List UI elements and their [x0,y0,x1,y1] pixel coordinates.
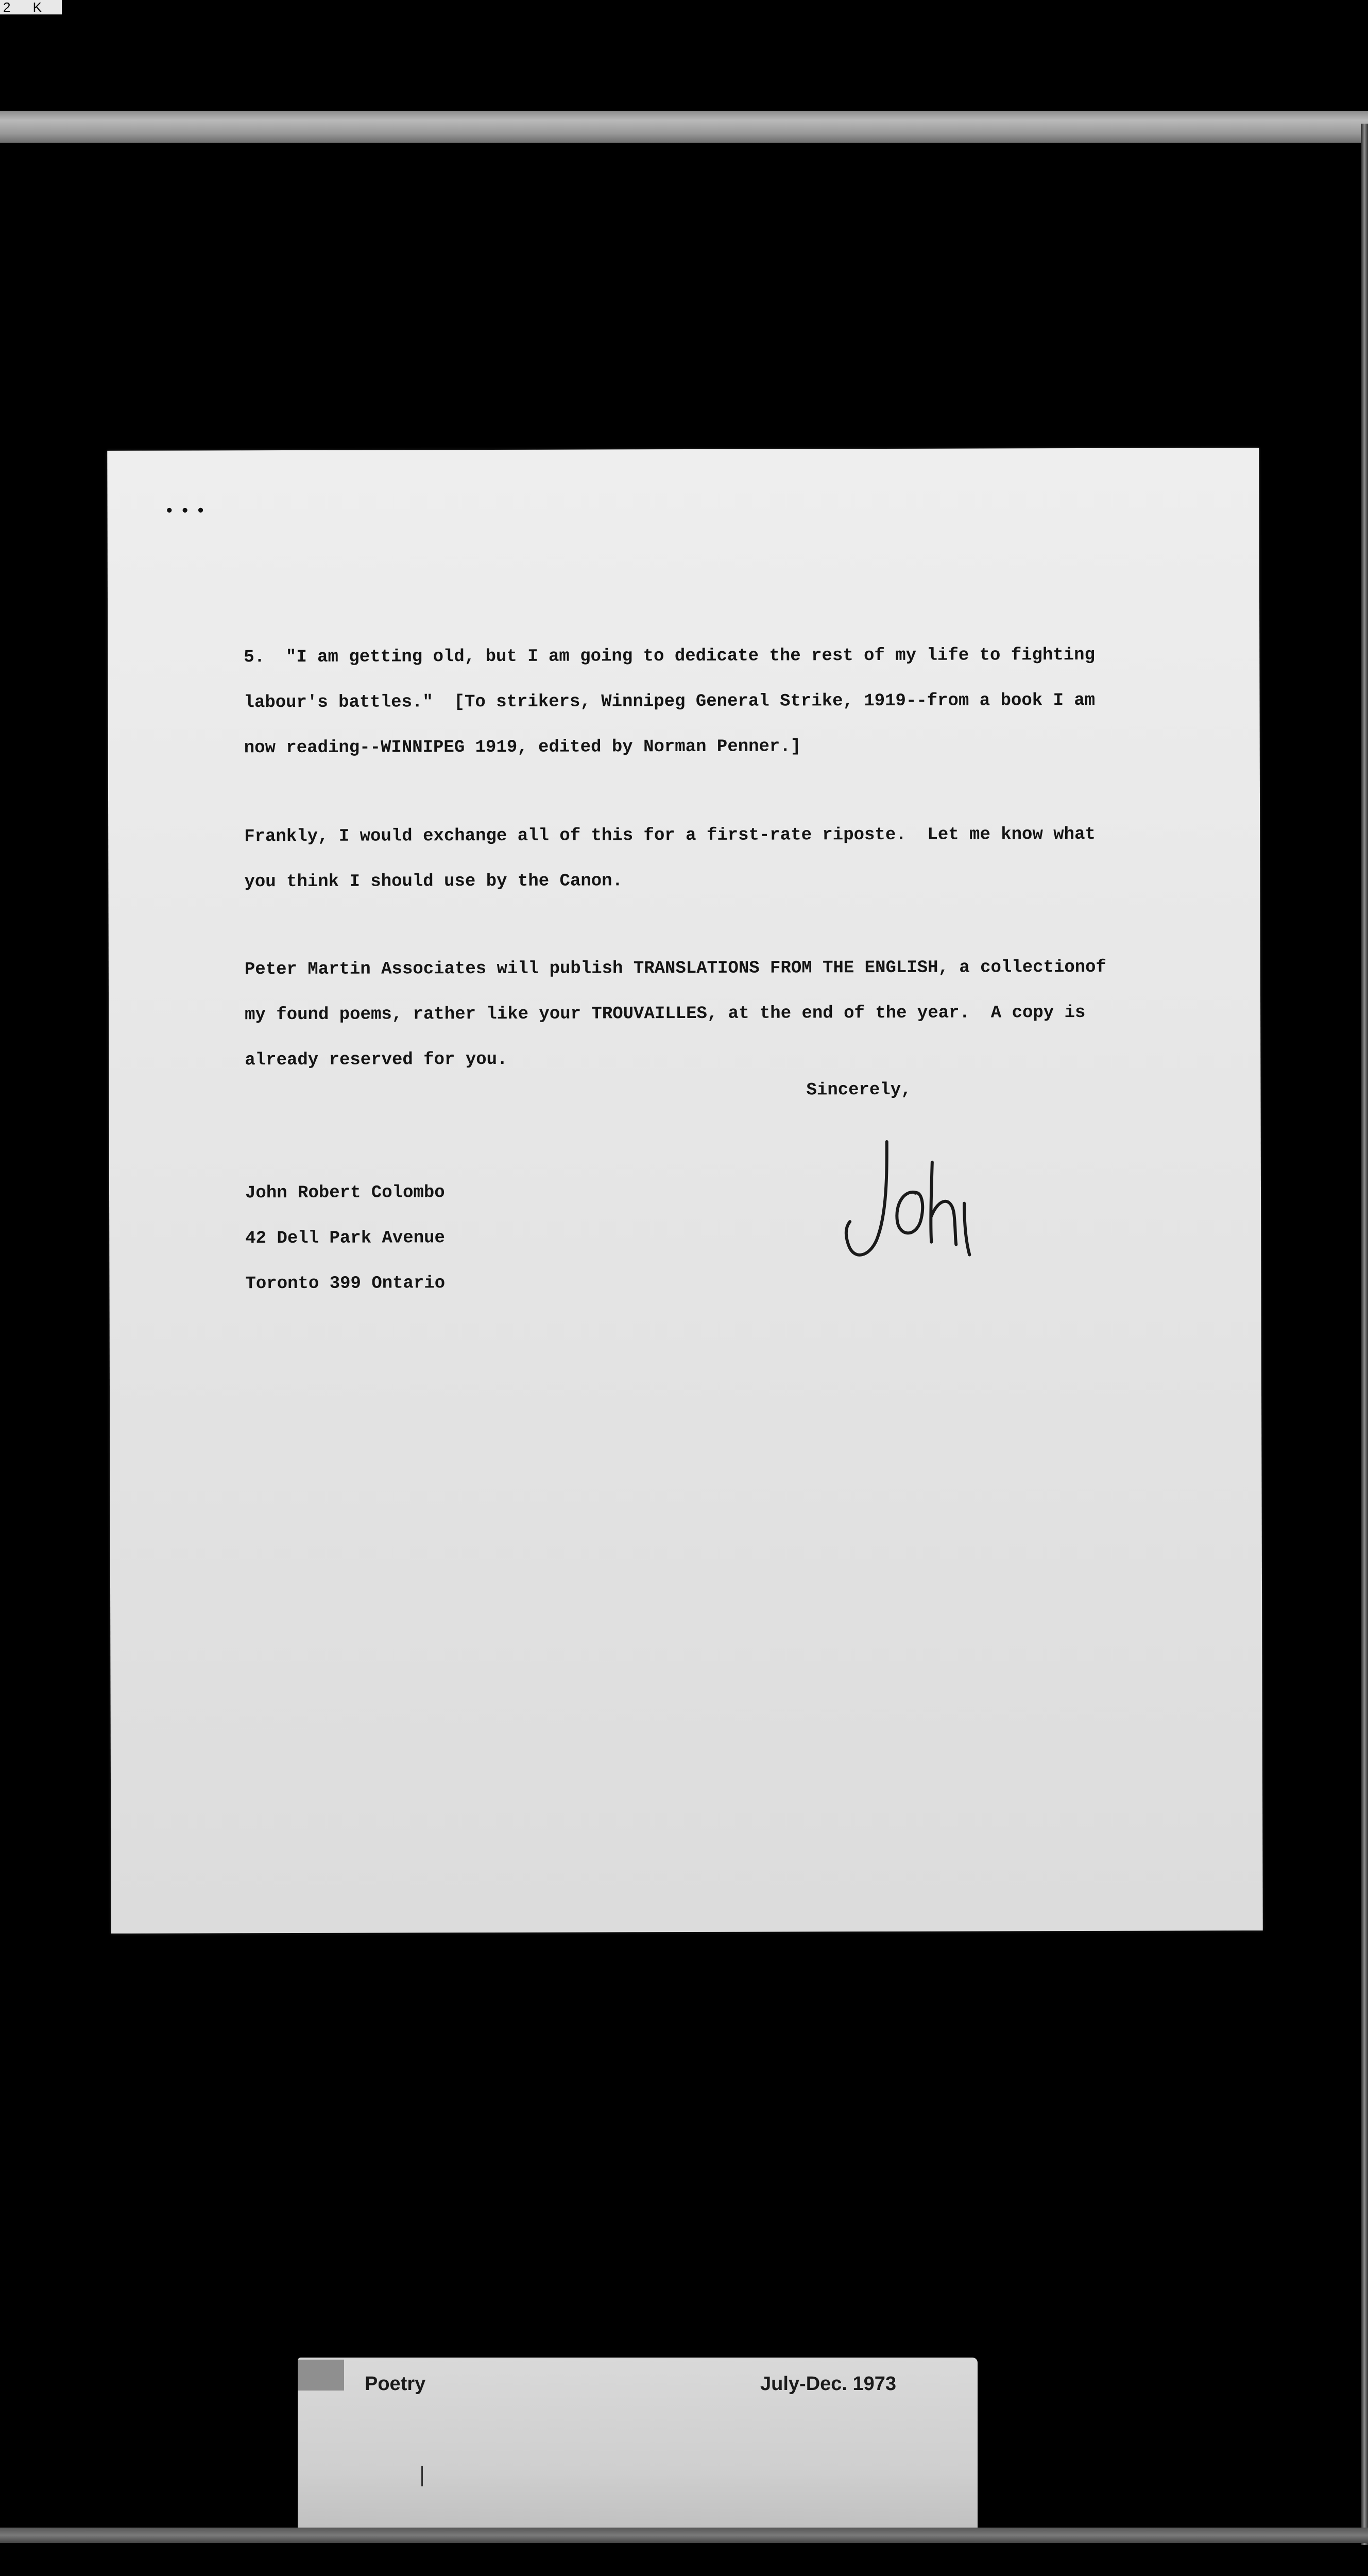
paragraph-line: 5. "I am getting old, but I am going to dedicate the rest of my life to fighting [244,645,1096,668]
film-bottom-strip [0,2528,1368,2543]
film-top-strip [0,111,1368,143]
paragraph-quote-5 [244,632,1223,771]
sender-street: 42 Dell Park Avenue [245,1228,445,1249]
paragraph-line: my found poems, rather like your TROUVAILLES, at the end of the year. A copy is [245,1003,1086,1025]
archive-file-label [298,2358,978,2543]
file-label-date-range: July-Dec. 1973 [760,2373,897,2395]
page-corner-marks: ••• [164,502,211,522]
letter-page [107,448,1263,1934]
paragraph-gap [244,768,1223,814]
sender-address-block [245,1170,445,1307]
letter-closing: Sincerely, [806,1080,912,1100]
sender-city: Toronto 399 Ontario [245,1274,446,1294]
paragraph-publication [245,944,1224,1083]
file-label-tab [298,2360,344,2391]
paragraph-line: you think I should use by the Canon. [244,871,623,892]
paragraph-line: Frankly, I would exchange all of this for a first-rate riposte. Let me know what [244,824,1096,847]
paragraph-line: now reading--WINNIPEG 1919, edited by Norman Penner.] [244,737,801,758]
paragraph-line: already reserved for you. [245,1049,508,1071]
paragraph-gap [245,902,1223,947]
frame-corner-mark: 2 K [0,0,62,14]
paragraph-line: Peter Martin Associates will publish TRANSLATIONS FROM THE ENGLISH, a collectionof [244,957,1106,980]
paragraph-line: labour's battles." [To strikers, Winnipeg General Strike, 1919--from a book I am [244,690,1096,713]
handwritten-signature [810,1131,985,1276]
film-right-edge [1361,124,1368,2545]
file-label-mark [421,2466,423,2486]
letter-body [244,632,1223,1083]
file-label-series: Poetry [365,2373,426,2395]
sender-name: John Robert Colombo [245,1183,445,1204]
paragraph-riposte [244,811,1223,905]
